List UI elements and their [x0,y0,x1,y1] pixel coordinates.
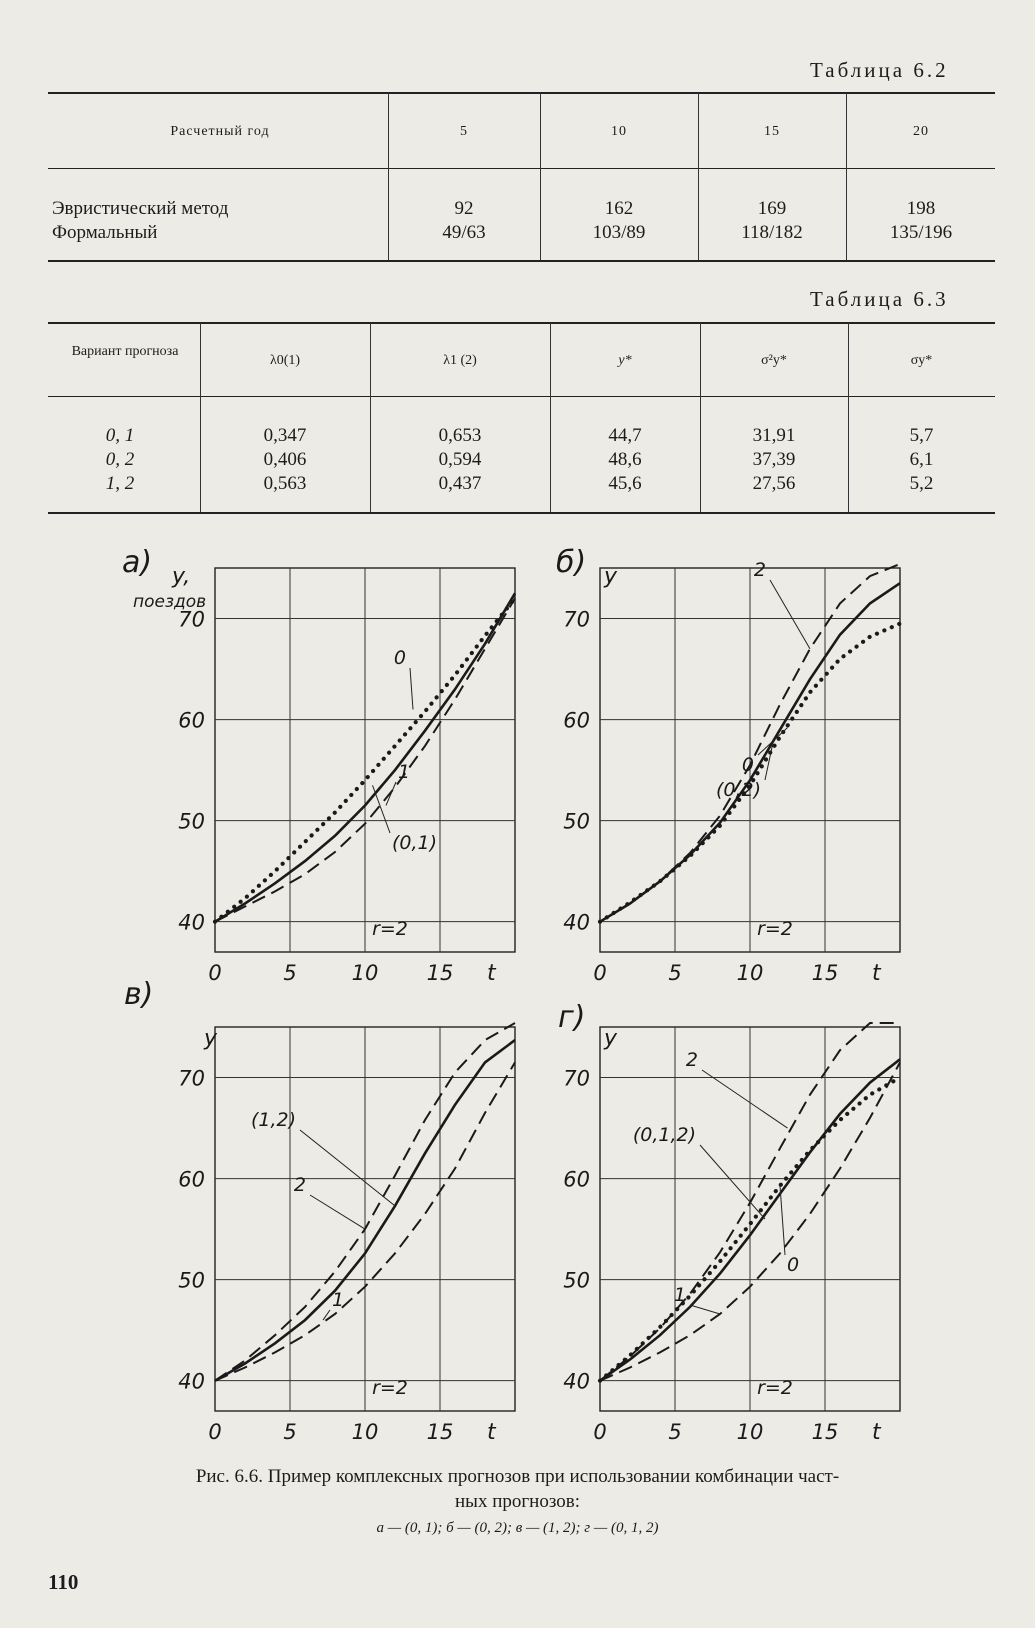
table-6-2-cell: 198 [906,198,936,219]
y-tick-label: 70 [178,1066,205,1091]
table-6-2-year: 5 [460,124,468,139]
table-6-3-cell: 5,2 [909,473,934,494]
y-tick-label: 40 [563,910,590,935]
series-leader [410,668,413,709]
table-6-3-cell: 0,653 [438,425,482,446]
y-tick-label: 40 [178,1369,205,1394]
table-6-3-variant: 0, 2 [105,449,135,470]
table-6-2-cell: 135/196 [889,222,953,243]
series-leader [770,580,810,649]
y-tick-label: 40 [563,1369,590,1394]
y-axis-unit: поездов [133,592,207,612]
series-label: 1 [332,1289,345,1311]
y-tick-label: 40 [178,910,205,935]
series-leader [780,1186,785,1255]
panel-letter: в) [124,977,154,1012]
series-label: 0 [741,754,754,776]
y-tick-label: 50 [563,1268,590,1293]
series-leader [373,785,391,833]
series-label: 0 [787,1254,800,1276]
x-tick-label: 10 [351,1420,379,1444]
table-6-3-cell: 37,39 [752,449,796,470]
table-6-3-header: y* [618,353,632,368]
series-label: (0,1) [392,832,438,854]
y-axis-label: y [604,564,618,589]
x-axis-label: t [872,1420,881,1445]
x-tick-label: 5 [668,961,682,985]
table-6-3-variant: 0, 1 [105,425,135,446]
series-leader [300,1130,395,1206]
x-tick-label: 10 [736,961,764,985]
series-leader [310,1195,365,1229]
y-tick-label: 70 [563,607,590,632]
y-tick-label: 70 [178,607,205,632]
table-6-3-cell: 0,406 [263,449,307,470]
panel-letter: б) [556,545,587,580]
figure-caption-line-1: Рис. 6.6. Пример комплексных прогнозов при использовании комбинации част- [195,1466,840,1487]
x-tick-label: 10 [736,1420,764,1444]
x-tick-label: 5 [668,1420,682,1444]
table-6-3-cell: 44,7 [608,425,642,446]
series-leader [702,1070,788,1128]
series-label: (0,1,2) [632,1124,696,1146]
y-tick-label: 50 [178,809,205,834]
y-tick-label: 60 [563,1167,590,1192]
x-tick-label: 10 [351,961,379,985]
x-tick-label: 0 [593,961,607,985]
y-tick-label: 70 [563,1066,590,1091]
table-6-3-header: Вариант прогноза [71,344,179,359]
table-6-2-cell: 92 [454,198,474,219]
y-tick-label: 60 [178,1167,205,1192]
table-6-3-header: λ0(1) [269,353,301,368]
x-axis-label: t [487,1420,496,1445]
x-tick-label: 15 [426,1420,454,1444]
x-axis-label: t [487,961,496,986]
table-6-3-cell: 31,91 [752,425,796,446]
chart-note: r=2 [372,1376,408,1399]
series-label: 2 [685,1049,698,1071]
series-leader [386,782,396,805]
series-label: 2 [753,559,766,581]
y-axis-label: y, [172,564,191,589]
chart-note: r=2 [757,1376,793,1399]
table-6-3-cell: 27,56 [752,473,796,494]
table-6-3-cell: 5,7 [909,425,934,446]
series-label: 1 [673,1284,686,1306]
table-6-2-year: 15 [764,124,780,139]
table-6-2-year: 10 [611,124,627,139]
y-tick-label: 50 [563,809,590,834]
table-6-3-cell: 0,437 [438,473,482,494]
table-6-3-cell: 45,6 [608,473,642,494]
y-axis-label: y [204,1026,218,1051]
table-6-3-cell: 0,594 [438,449,482,470]
series-leader [690,1305,720,1314]
x-tick-label: 5 [283,1420,297,1444]
table-6-2-cell: 162 [604,198,634,219]
table-6-3-cell: 48,6 [608,449,642,470]
table-6-2-cell: 169 [757,198,787,219]
x-tick-label: 0 [593,1420,607,1444]
series-leader [700,1145,765,1219]
table-6-3-header: σ²y* [761,353,787,368]
table-6-2-row-label: Формальный [52,222,158,243]
table-6-2-cell: 103/89 [592,222,646,243]
page-number: 110 [48,1570,79,1594]
table-6-3-caption: Таблица 6.3 [810,287,949,311]
panel-letter: г) [558,1000,586,1035]
table-6-3-variant: 1, 2 [105,473,135,494]
series-label: (0,2) [715,779,761,801]
table-6-2-header-label: Расчетный год [170,124,270,139]
x-tick-label: 15 [811,1420,839,1444]
table-6-3-header: λ1 (2) [443,353,477,368]
series-label: 2 [293,1174,306,1196]
panel-letter: а) [122,545,153,580]
table-6-3-cell: 0,347 [263,425,307,446]
y-tick-label: 60 [563,708,590,733]
series-label: (1,2) [250,1109,296,1131]
series-label: 0 [393,647,406,669]
y-axis-label: y [604,1026,618,1051]
table-6-3-cell: 6,1 [909,449,934,470]
table-6-3-header: σy* [910,353,933,368]
x-tick-label: 0 [208,1420,222,1444]
series-label: 1 [398,761,411,783]
figure-caption-line-2: ных прогнозов: [455,1491,580,1512]
table-6-2-caption: Таблица 6.2 [810,58,949,82]
x-axis-label: t [872,961,881,986]
table-6-3-cell: 0,563 [263,473,307,494]
x-tick-label: 15 [811,961,839,985]
figure-caption-line-3: а — (0, 1); б — (0, 2); в — (1, 2); г — (0, 1, 2) [376,1520,659,1536]
y-tick-label: 50 [178,1268,205,1293]
table-6-2-row-label: Эвристический метод [52,198,229,219]
chart-note: r=2 [372,917,408,940]
x-tick-label: 0 [208,961,222,985]
series-leader [758,728,788,755]
y-tick-label: 60 [178,708,205,733]
chart-note: r=2 [757,917,793,940]
table-6-2-year: 20 [913,124,929,139]
table-6-2-cell: 118/182 [741,222,803,243]
x-tick-label: 5 [283,961,297,985]
x-tick-label: 15 [426,961,454,985]
table-6-2-cell: 49/63 [442,222,486,243]
